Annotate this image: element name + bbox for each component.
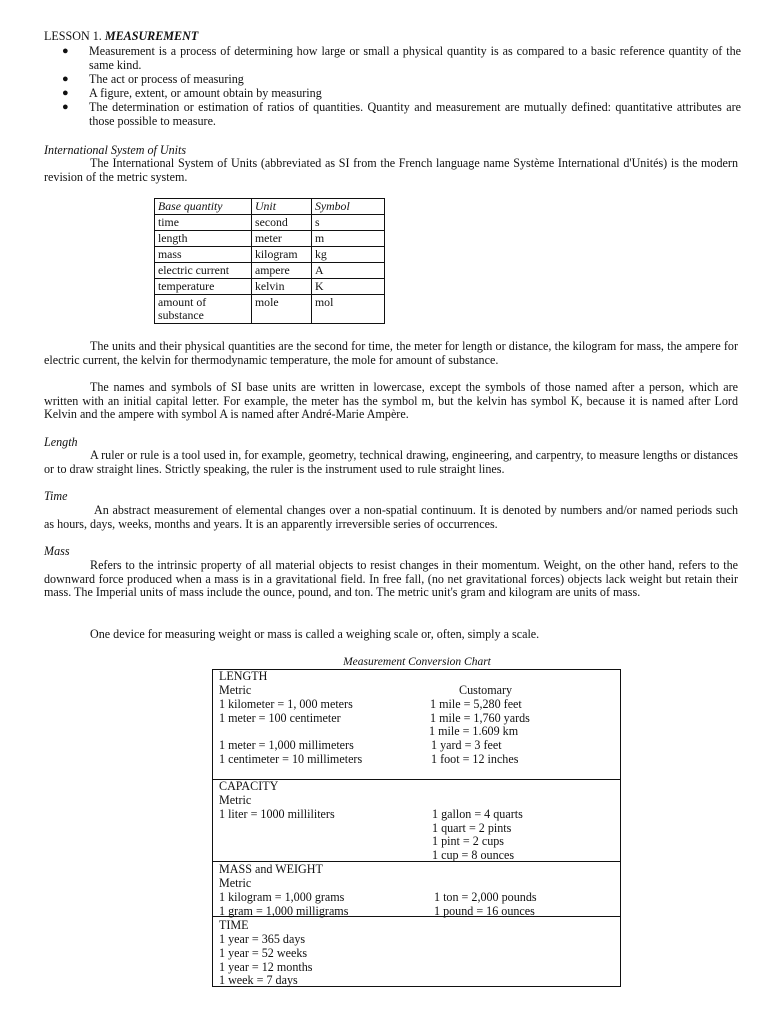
section-label: LENGTH [219,669,268,683]
scale-paragraph: One device for measuring weight or mass is called a weighing scale or, often, simply a scale. [90,627,540,641]
conversion-item: 1 pint = 2 cups [432,834,504,848]
length-paragraph: A ruler or rule is a tool used in, for example, geometry, technical drawing, engineering, and carpentry, to measure lengths or distances or to draw straight lines. Strictly speaking, the ruler is the instrument used to rule straight lines. [44,448,738,476]
section-label: TIME [219,918,249,932]
conversion-item: 1 gram = 1,000 milligrams [219,904,349,918]
mass-heading: Mass [44,544,70,558]
table-row [155,247,385,263]
conversion-item: 1 kilometer = 1, 000 meters [219,697,353,711]
conversion-item: 1 week = 7 days [219,973,298,987]
table-cell: meter [252,231,312,247]
table-row [155,231,385,247]
conversion-item: 1 gallon = 4 quarts [432,807,523,821]
metric-label: Metric [219,793,252,807]
metric-label: Metric [219,876,252,890]
table-header: Base quantity [155,199,252,215]
si-paragraph: The names and symbols of SI base units are written in lowercase, except the symbols of those named after a person, which are written with an initial capital letter. For example, the meter has the symbol m, but the kelvin has symbol K, because it is named after Lord Kelvin and the ampere with symbol A is named after André-Marie Ampère. [44,380,738,422]
conversion-item: 1 year = 52 weeks [219,946,308,960]
table-cell: time [155,215,252,231]
si-heading: International System of Units [44,143,187,157]
table-row [155,263,385,279]
bullet-icon: ● [62,101,69,113]
conversion-chart-title: Measurement Conversion Chart [343,656,491,668]
conversion-item: 1 mile = 1,760 yards [430,711,530,725]
bullet-text: The act or process of measuring [89,72,244,86]
customary-label: Customary [459,683,513,697]
lesson-title [44,30,198,44]
table-row [155,279,385,295]
metric-label: Metric [219,683,252,697]
conversion-item: 1 pound = 16 ounces [434,904,535,918]
table-cell: electric current [155,263,252,279]
conversion-item: 1 yard = 3 feet [431,738,502,752]
bullet-item [62,101,742,129]
conversion-item: 1 cup = 8 ounces [432,848,515,862]
table-header: Symbol [312,199,385,215]
table-cell: m [312,231,385,247]
conversion-item: 1 mile = 5,280 feet [430,697,522,711]
table-cell: length [155,231,252,247]
si-paragraph: The units and their physical quantities are the second for time, the meter for length or distance, the kilogram for mass, the ampere for electric current, the kelvin for thermodynamic temperature, the mole for amount of substance. [44,339,738,367]
table-row [155,295,385,324]
table-cell: kelvin [252,279,312,295]
conversion-section-mass [213,862,620,917]
table-cell: mol [312,295,385,324]
table-header-row [155,199,385,215]
bullet-text: A figure, extent, or amount obtain by measuring [89,86,322,100]
table-cell: A [312,263,385,279]
table-header: Unit [252,199,312,215]
si-intro: The International System of Units (abbreviated as SI from the French language name Système International d'Unités) is the modern revision of the metric system. [44,156,738,184]
bullet-item [62,73,742,87]
lesson-title-text: MEASUREMENT [104,29,199,43]
table-cell: amount of substance [155,295,252,324]
conversion-item: 1 kilogram = 1,000 grams [219,890,345,904]
si-base-units-table [154,198,385,324]
bullet-icon: ● [62,73,69,85]
table-cell: temperature [155,279,252,295]
mass-paragraph: Refers to the intrinsic property of all material objects to resist changes in their momentum. Weight, on the other hand, refers to the downward force produced when a mass is in a gravitational field. In free fall, (no net gravitational forces) objects lack weight but retain their mass. The Imperial units of mass include the ounce, pound, and ton. The metric unit's gram and kilogram are units of mass. [44,558,738,600]
conversion-item: 1 meter = 100 centimeter [219,711,341,725]
conversion-item: 1 foot = 12 inches [431,752,519,766]
table-cell: second [252,215,312,231]
conversion-item: 1 year = 12 months [219,960,313,974]
conversion-section-capacity [213,780,620,862]
bullet-item [62,45,742,73]
conversion-item: 1 quart = 2 pints [432,821,512,835]
table-cell: kilogram [252,247,312,263]
table-cell: mass [155,247,252,263]
conversion-chart [212,669,621,987]
table-row [155,215,385,231]
conversion-item: 1 liter = 1000 milliliters [219,807,335,821]
bullet-text: Measurement is a process of determining how large or small a physical quantity is as compared to a basic reference quantity of the same kind. [89,44,741,72]
time-paragraph: An abstract measurement of elemental changes over a non-spatial continuum. It is denoted by numbers and/or named periods such as hours, days, weeks, months and years. It is an apparently irreversible series of occurrences. [44,503,738,531]
conversion-item: 1 centimeter = 10 millimeters [219,752,363,766]
conversion-section-length [213,670,620,780]
bullet-icon: ● [62,87,69,99]
section-label: CAPACITY [219,779,279,793]
conversion-item: 1 meter = 1,000 millimeters [219,738,354,752]
table-cell: mole [252,295,312,324]
section-label: MASS and WEIGHT [219,862,323,876]
bullet-item [62,87,742,101]
lesson-label: LESSON 1. [44,29,102,43]
table-cell: K [312,279,385,295]
time-heading: Time [44,489,68,503]
conversion-section-time [213,917,620,987]
conversion-item: 1 mile = 1.609 km [429,724,519,738]
table-cell: s [312,215,385,231]
length-heading: Length [44,435,78,449]
table-cell: ampere [252,263,312,279]
table-cell: kg [312,247,385,263]
conversion-item: 1 year = 365 days [219,932,306,946]
bullet-text: The determination or estimation of ratios of quantities. Quantity and measurement are mutually defined: quantitative attributes are those possible to measure. [89,100,741,128]
conversion-item: 1 ton = 2,000 pounds [434,890,537,904]
bullet-icon: ● [62,45,69,57]
